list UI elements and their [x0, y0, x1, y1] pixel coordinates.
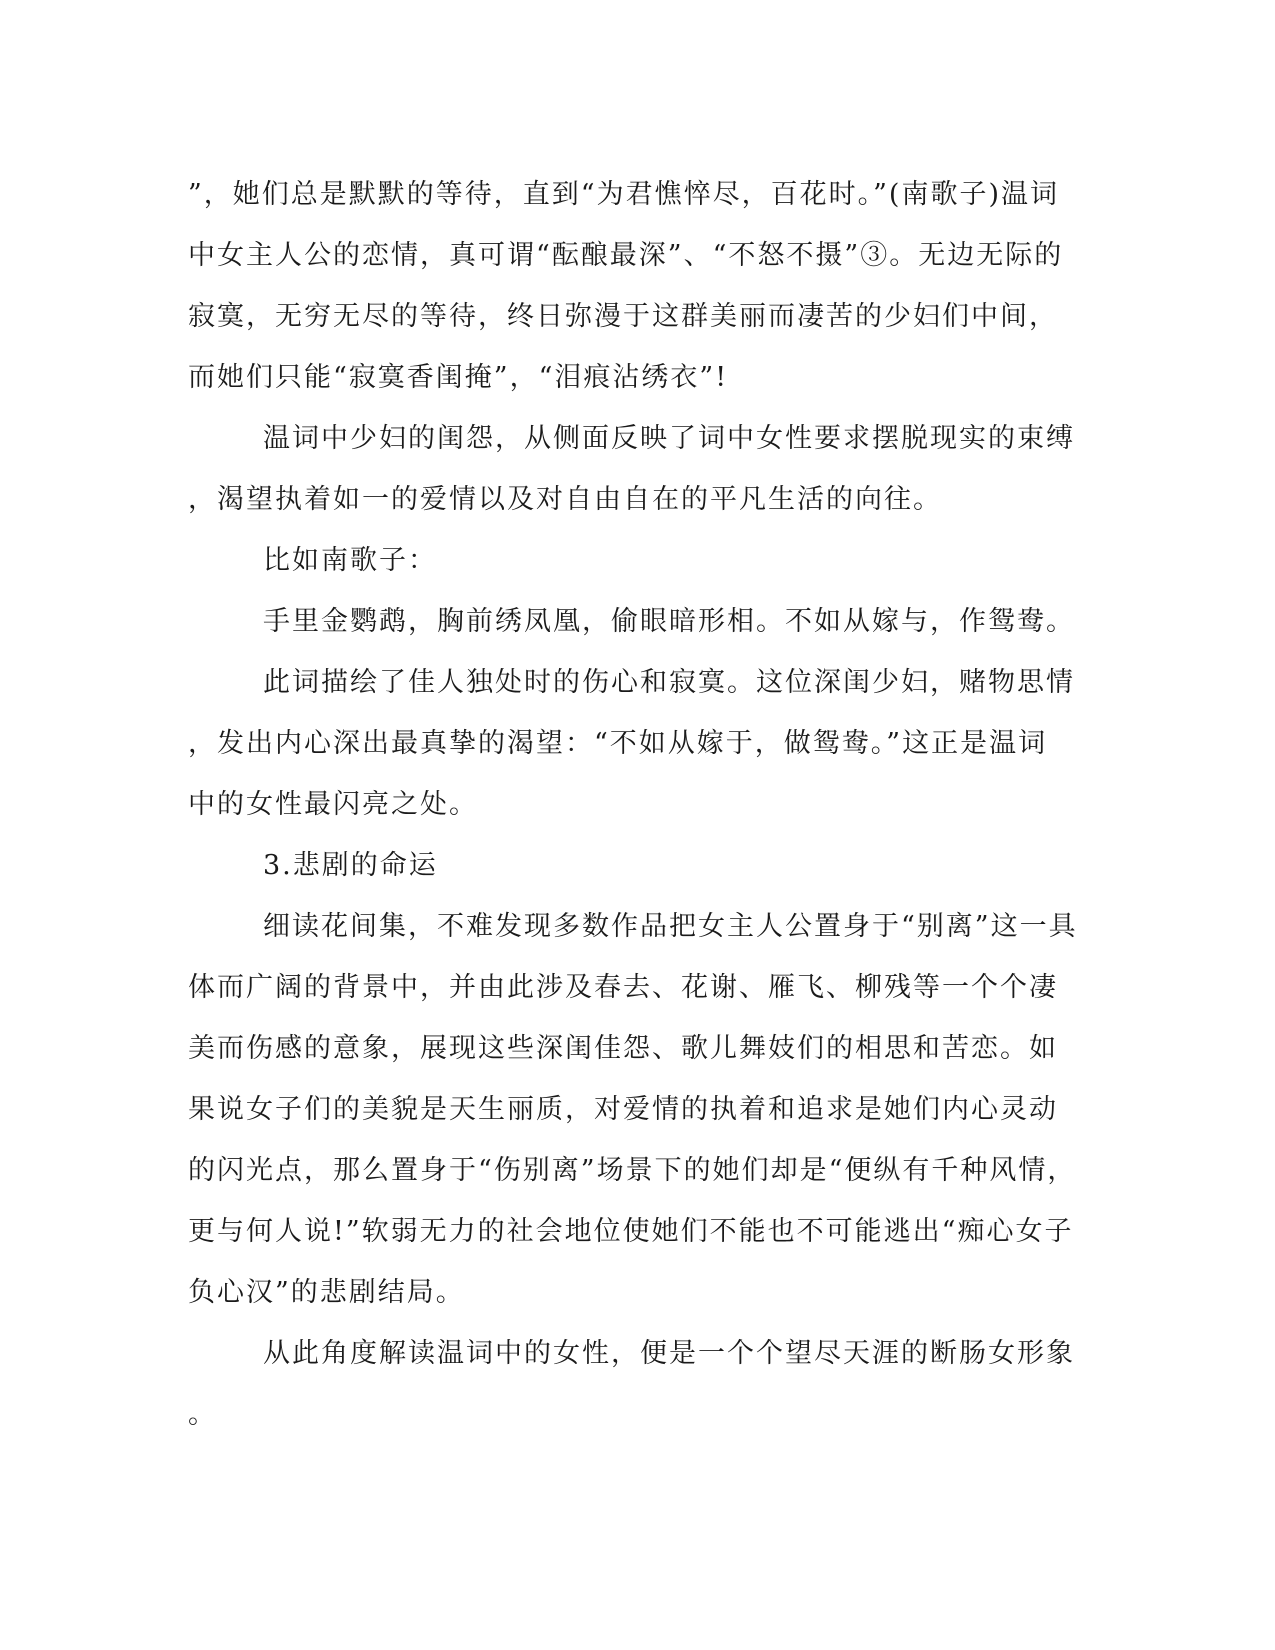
text-line: ，发出内心深出最真挚的渴望：“不如从嫁于，做鸳鸯。”这正是温词 — [188, 728, 1048, 759]
text-line: 手里金鹦鹉，胸前绣凤凰，偷眼暗形相。不如从嫁与，作鸳鸯。 — [263, 606, 1075, 637]
text-line: 从此角度解读温词中的女性，便是一个个望尽天涯的断肠女形象 — [263, 1338, 1075, 1369]
text-line: 此词描绘了佳人独处时的伤心和寂寞。这位深闺少妇，赌物思情 — [263, 667, 1075, 698]
text-line: 。 — [188, 1399, 217, 1430]
text-line: 体而广阔的背景中，并由此涉及春去、花谢、雁飞、柳残等一个个凄 — [188, 972, 1058, 1003]
text-line: 负心汉”的悲剧结局。 — [188, 1277, 465, 1308]
text-line: 果说女子们的美貌是天生丽质，对爱情的执着和追求是她们内心灵动 — [188, 1094, 1058, 1125]
text-line: 中的女性最闪亮之处。 — [188, 789, 478, 820]
text-line: 更与何人说!”软弱无力的社会地位使她们不能也不可能逃出“痴心女子 — [188, 1216, 1074, 1247]
text-line: 寂寞，无穷无尽的等待，终日弥漫于这群美丽而凄苦的少妇们中间， — [188, 301, 1058, 332]
section-heading: 3.悲剧的命运 — [263, 850, 438, 881]
body-text — [188, 164, 1078, 1445]
text-line: 中女主人公的恋情，真可谓“酝酿最深”、“不怒不摄”③。无边无际的 — [188, 240, 1064, 271]
text-line: 的闪光点，那么置身于“伤别离”场景下的她们却是“便纵有千种风情， — [188, 1155, 1077, 1186]
text-line: 而她们只能“寂寞香闺掩”，“泪痕沾绣衣”! — [188, 362, 729, 393]
text-line: 美而伤感的意象，展现这些深闺佳怨、歌儿舞妓们的相思和苦恋。如 — [188, 1033, 1058, 1064]
text-line: ”，她们总是默默的等待，直到“为君憔悴尽，百花时。”(南歌子)温词 — [188, 179, 1059, 210]
text-line: ，渴望执着如一的爱情以及对自由自在的平凡生活的向往。 — [188, 484, 942, 515]
text-line: 比如南歌子： — [263, 545, 437, 576]
text-line: 细读花间集，不难发现多数作品把女主人公置身于“别离”这一具 — [263, 911, 1078, 942]
text-line: 温词中少妇的闺怨，从侧面反映了词中女性要求摆脱现实的束缚 — [263, 423, 1075, 454]
